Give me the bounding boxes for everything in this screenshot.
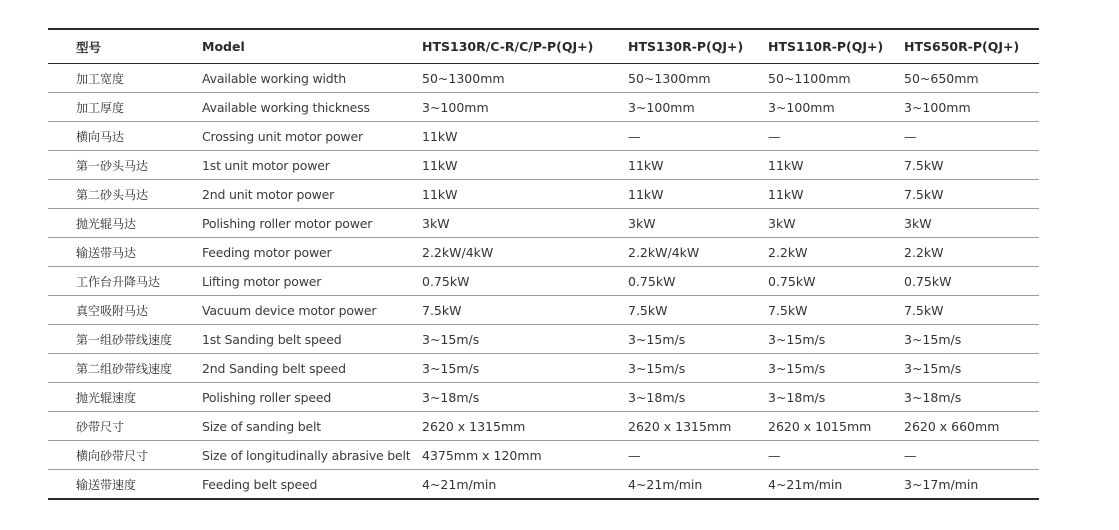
cell-value: 0.75kW bbox=[628, 273, 676, 289]
cell-value: — bbox=[628, 447, 641, 463]
spec-sheet bbox=[48, 28, 1039, 500]
cell-value: 3~18m/s bbox=[904, 389, 962, 405]
cell-value: 2620 x 660mm bbox=[904, 418, 1000, 434]
cell-value: 0.75kW bbox=[904, 273, 952, 289]
cell-value: 11kW bbox=[422, 157, 458, 173]
row-label-en: Feeding motor power bbox=[202, 244, 332, 260]
table-row bbox=[48, 64, 1039, 93]
row-label-en: Available working thickness bbox=[202, 99, 370, 115]
table-row bbox=[48, 151, 1039, 180]
row-label-en: Vacuum device motor power bbox=[202, 302, 377, 318]
row-label-en: 2nd unit motor power bbox=[202, 186, 335, 202]
row-label-zh: 工作台升降马达 bbox=[76, 274, 161, 289]
row-label-zh: 输送带速度 bbox=[76, 477, 137, 492]
cell-value: 7.5kW bbox=[628, 302, 668, 318]
cell-value: — bbox=[904, 447, 917, 463]
cell-value: 11kW bbox=[768, 157, 804, 173]
cell-value: — bbox=[768, 128, 781, 144]
cell-value: 3~15m/s bbox=[768, 360, 826, 376]
row-label-zh: 砂带尺寸 bbox=[76, 419, 125, 434]
table-row bbox=[48, 325, 1039, 354]
row-label-en: 2nd Sanding belt speed bbox=[202, 360, 346, 376]
header-model-zh: 型号 bbox=[76, 39, 102, 55]
table-row bbox=[48, 238, 1039, 267]
row-label-en: Crossing unit motor power bbox=[202, 128, 363, 144]
row-label-zh: 第二砂头马达 bbox=[76, 187, 149, 202]
cell-value: 50~1300mm bbox=[422, 70, 505, 86]
cell-value: 3~15m/s bbox=[768, 331, 826, 347]
row-label-zh: 加工宽度 bbox=[76, 71, 125, 86]
header-hts650r: HTS650R-P(QJ+) bbox=[904, 39, 1020, 54]
cell-value: 3~100mm bbox=[904, 99, 971, 115]
table-row bbox=[48, 122, 1039, 151]
header-hts110r: HTS110R-P(QJ+) bbox=[768, 39, 884, 54]
row-label-en: Polishing roller speed bbox=[202, 389, 332, 405]
cell-value: 11kW bbox=[628, 157, 664, 173]
cell-value: 3~17m/min bbox=[904, 476, 979, 492]
cell-value: 11kW bbox=[628, 186, 664, 202]
table-row bbox=[48, 470, 1039, 500]
cell-value: 4375mm x 120mm bbox=[422, 447, 542, 463]
cell-value: 7.5kW bbox=[768, 302, 808, 318]
cell-value: 3kW bbox=[768, 215, 796, 231]
table-row bbox=[48, 441, 1039, 470]
row-label-zh: 加工厚度 bbox=[76, 100, 125, 115]
cell-value: 3~18m/s bbox=[422, 389, 480, 405]
table-row bbox=[48, 267, 1039, 296]
cell-value: 11kW bbox=[422, 128, 458, 144]
cell-value: 50~650mm bbox=[904, 70, 979, 86]
cell-value: 3~15m/s bbox=[904, 360, 962, 376]
cell-value: 2.2kW bbox=[768, 244, 808, 260]
cell-value: 50~1300mm bbox=[628, 70, 711, 86]
row-label-en: Feeding belt speed bbox=[202, 476, 318, 492]
cell-value: 2.2kW bbox=[904, 244, 944, 260]
cell-value: 3kW bbox=[628, 215, 656, 231]
row-label-en: Lifting motor power bbox=[202, 273, 322, 289]
row-label-zh: 第一砂头马达 bbox=[76, 158, 149, 173]
row-label-en: Available working width bbox=[202, 70, 346, 86]
table-row bbox=[48, 383, 1039, 412]
row-label-zh: 横向砂带尺寸 bbox=[76, 448, 149, 463]
cell-value: 11kW bbox=[768, 186, 804, 202]
cell-value: 3~15m/s bbox=[628, 360, 686, 376]
cell-value: — bbox=[768, 447, 781, 463]
table-row bbox=[48, 296, 1039, 325]
row-label-zh: 真空吸附马达 bbox=[76, 303, 149, 318]
row-label-en: 1st Sanding belt speed bbox=[202, 331, 342, 347]
cell-value: 4~21m/min bbox=[422, 476, 497, 492]
cell-value: 11kW bbox=[422, 186, 458, 202]
specification-table bbox=[48, 28, 1039, 500]
cell-value: 3~18m/s bbox=[628, 389, 686, 405]
cell-value: 3~18m/s bbox=[768, 389, 826, 405]
cell-value: 2620 x 1315mm bbox=[422, 418, 526, 434]
row-label-zh: 第二组砂带线速度 bbox=[76, 361, 173, 376]
row-label-zh: 输送带马达 bbox=[76, 245, 137, 260]
cell-value: 7.5kW bbox=[904, 302, 944, 318]
cell-value: 3~100mm bbox=[628, 99, 695, 115]
cell-value: — bbox=[904, 128, 917, 144]
table-row bbox=[48, 412, 1039, 441]
row-label-zh: 抛光辊速度 bbox=[76, 390, 137, 405]
cell-value: 7.5kW bbox=[904, 157, 944, 173]
table-row bbox=[48, 209, 1039, 238]
header-hts130r-c: HTS130R/C-R/C/P-P(QJ+) bbox=[422, 39, 594, 54]
row-label-en: Polishing roller motor power bbox=[202, 215, 373, 231]
cell-value: 2.2kW/4kW bbox=[422, 244, 494, 260]
cell-value: 2.2kW/4kW bbox=[628, 244, 700, 260]
cell-value: 7.5kW bbox=[422, 302, 462, 318]
cell-value: 4~21m/min bbox=[768, 476, 843, 492]
cell-value: 3~15m/s bbox=[422, 331, 480, 347]
cell-value: 3~100mm bbox=[422, 99, 489, 115]
header-hts130r: HTS130R-P(QJ+) bbox=[628, 39, 744, 54]
row-label-en: 1st unit motor power bbox=[202, 157, 330, 173]
cell-value: 3~15m/s bbox=[422, 360, 480, 376]
cell-value: 3kW bbox=[422, 215, 450, 231]
cell-value: — bbox=[628, 128, 641, 144]
cell-value: 0.75kW bbox=[422, 273, 470, 289]
table-row bbox=[48, 93, 1039, 122]
table-header-row bbox=[48, 29, 1039, 64]
row-label-zh: 横向马达 bbox=[76, 129, 125, 144]
row-label-zh: 第一组砂带线速度 bbox=[76, 332, 173, 347]
cell-value: 0.75kW bbox=[768, 273, 816, 289]
cell-value: 2620 x 1015mm bbox=[768, 418, 872, 434]
header-model-en: Model bbox=[202, 39, 245, 54]
table-row bbox=[48, 180, 1039, 209]
row-label-en: Size of sanding belt bbox=[202, 418, 321, 434]
cell-value: 3~15m/s bbox=[628, 331, 686, 347]
cell-value: 4~21m/min bbox=[628, 476, 703, 492]
cell-value: 50~1100mm bbox=[768, 70, 851, 86]
table-row bbox=[48, 354, 1039, 383]
cell-value: 2620 x 1315mm bbox=[628, 418, 732, 434]
cell-value: 3kW bbox=[904, 215, 932, 231]
cell-value: 7.5kW bbox=[904, 186, 944, 202]
row-label-en: Size of longitudinally abrasive belt bbox=[202, 447, 410, 463]
cell-value: 3~100mm bbox=[768, 99, 835, 115]
cell-value: 3~15m/s bbox=[904, 331, 962, 347]
row-label-zh: 抛光辊马达 bbox=[76, 216, 137, 231]
